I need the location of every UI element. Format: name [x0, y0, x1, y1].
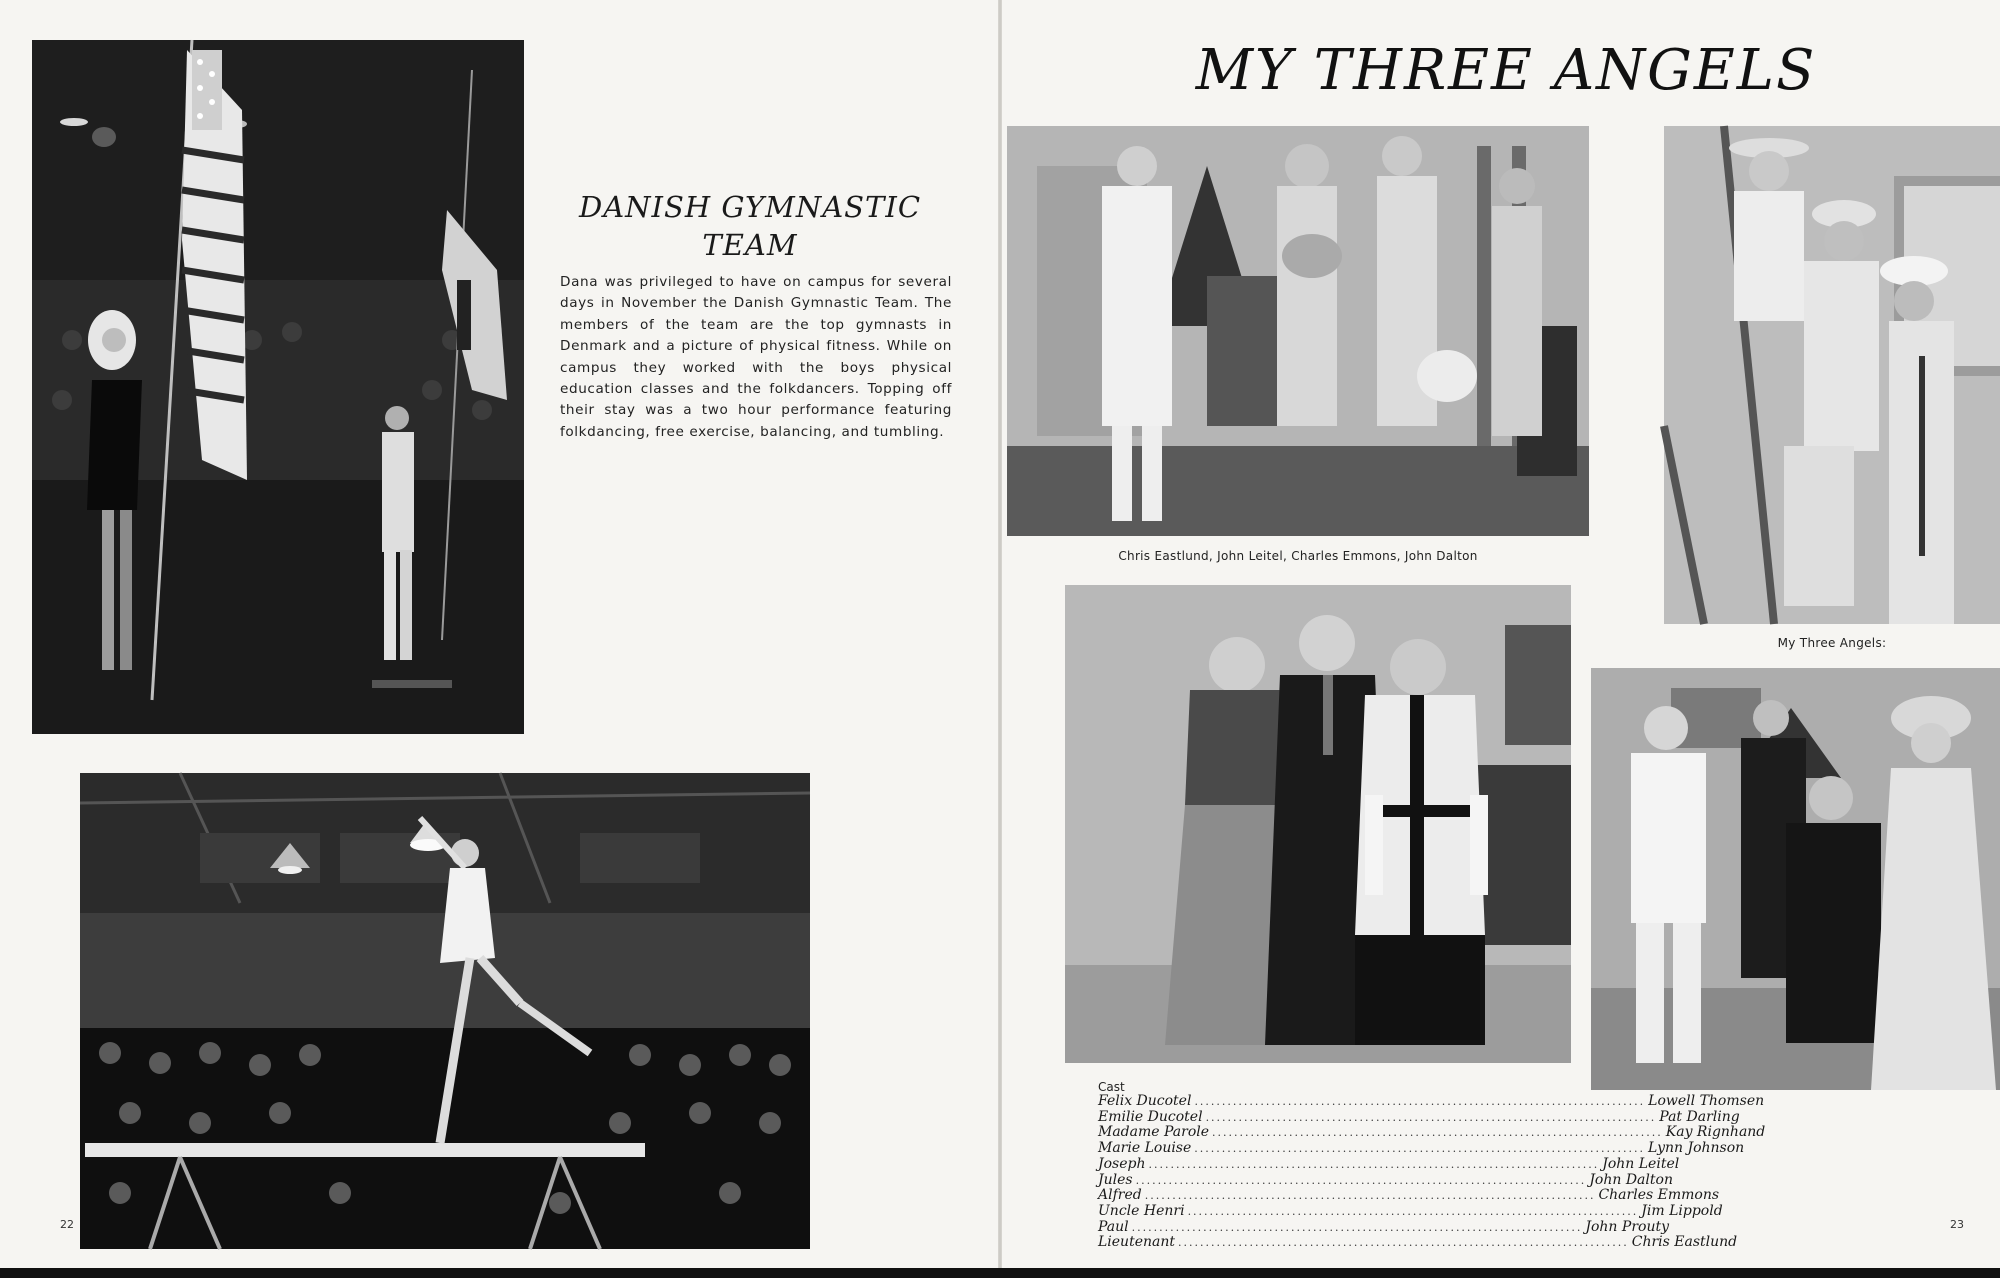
leader-dots: ..................................................................................	[1144, 1189, 1596, 1203]
cast-actor: Lynn Johnson	[1648, 1140, 1745, 1157]
photo-cast-group	[1591, 668, 2000, 1090]
cast-role: Alfred	[1098, 1187, 1142, 1204]
cast-row	[1098, 1202, 1723, 1220]
cast-row	[1098, 1171, 1673, 1189]
page-number-right: 23	[1950, 1218, 1964, 1231]
cast-row	[1098, 1218, 1669, 1236]
leader-dots: ..................................................................................	[1194, 1142, 1646, 1156]
cast-actor: Pat Darling	[1659, 1108, 1740, 1125]
bottom-edge	[0, 1268, 2000, 1278]
danish-heading-line1: DANISH GYMNASTIC	[578, 190, 922, 224]
page-gutter	[998, 0, 1002, 1278]
cast-row	[1098, 1234, 1738, 1251]
leader-dots: ..................................................................................	[1148, 1157, 1600, 1171]
cast-role: Felix Ducotel	[1098, 1093, 1192, 1109]
leader-dots: ..................................................................................	[1135, 1173, 1587, 1187]
page-number-left: 22	[60, 1218, 74, 1231]
danish-body-text: Dana was privileged to have on campus for several days in November the Danish Gymnastic Team. The members of the team are the top gymnasts in Denmark and a picture of physical fitness. While on campus they worked with the boys physical education classes and the folkdancers. Topping off their stay was a two hour performance featuring folkdancing, free exercise, balancing, and tumbling.	[560, 274, 952, 440]
cast-actor: Kay Rignhand	[1665, 1124, 1766, 1141]
cast-role: Uncle Henri	[1098, 1202, 1185, 1219]
danish-heading-line2: TEAM	[702, 228, 798, 262]
danish-heading	[560, 188, 940, 264]
caption-four-actors: Chris Eastlund, John Leitel, Charles Emmons, John Dalton	[1118, 549, 1478, 563]
cast-label: Cast	[1098, 1080, 1125, 1094]
cast-actor: Jim Lippold	[1641, 1202, 1723, 1219]
cast-actor: John Leitel	[1602, 1155, 1680, 1172]
leader-dots: ..................................................................................	[1212, 1126, 1663, 1140]
photo-ladder-angels	[1664, 126, 2000, 624]
cast-role: Madame Parole	[1098, 1124, 1210, 1141]
cast-actor: Charles Emmons	[1598, 1187, 1720, 1204]
caption-ladder-angels: My Three Angels:	[1777, 636, 1887, 650]
photo-balance-beam	[80, 773, 810, 1249]
photo-three-actors	[1065, 585, 1571, 1063]
cast-row	[1098, 1124, 1766, 1141]
cast-row	[1098, 1155, 1680, 1173]
cast-role: Lieutenant	[1098, 1234, 1175, 1251]
cast-actor: Lowell Thomsen	[1648, 1093, 1765, 1109]
leader-dots: ..................................................................................	[1131, 1220, 1583, 1234]
photo-four-actors	[1007, 126, 1589, 536]
cast-role: Joseph	[1098, 1155, 1146, 1172]
play-title: MY THREE ANGELS	[1195, 38, 1817, 103]
cast-role: Emilie Ducotel	[1098, 1108, 1203, 1125]
cast-row	[1098, 1093, 1765, 1110]
cast-role: Paul	[1098, 1218, 1129, 1235]
leader-dots: ..................................................................................	[1194, 1095, 1646, 1108]
cast-list	[1098, 1080, 1766, 1251]
cast-role: Jules	[1098, 1171, 1133, 1188]
cast-actor: John Prouty	[1585, 1218, 1669, 1235]
leader-dots: ..................................................................................	[1187, 1204, 1639, 1218]
cast-actor: Chris Eastlund	[1631, 1234, 1738, 1251]
cast-actor: John Dalton	[1589, 1171, 1673, 1188]
cast-row	[1098, 1108, 1740, 1126]
leader-dots: ..................................................................................	[1205, 1110, 1657, 1124]
photo-flag-bearers	[32, 40, 524, 734]
cast-role: Marie Louise	[1098, 1140, 1192, 1157]
leader-dots: ..................................................................................	[1178, 1236, 1629, 1250]
cast-row	[1098, 1187, 1720, 1204]
cast-row	[1098, 1140, 1745, 1157]
